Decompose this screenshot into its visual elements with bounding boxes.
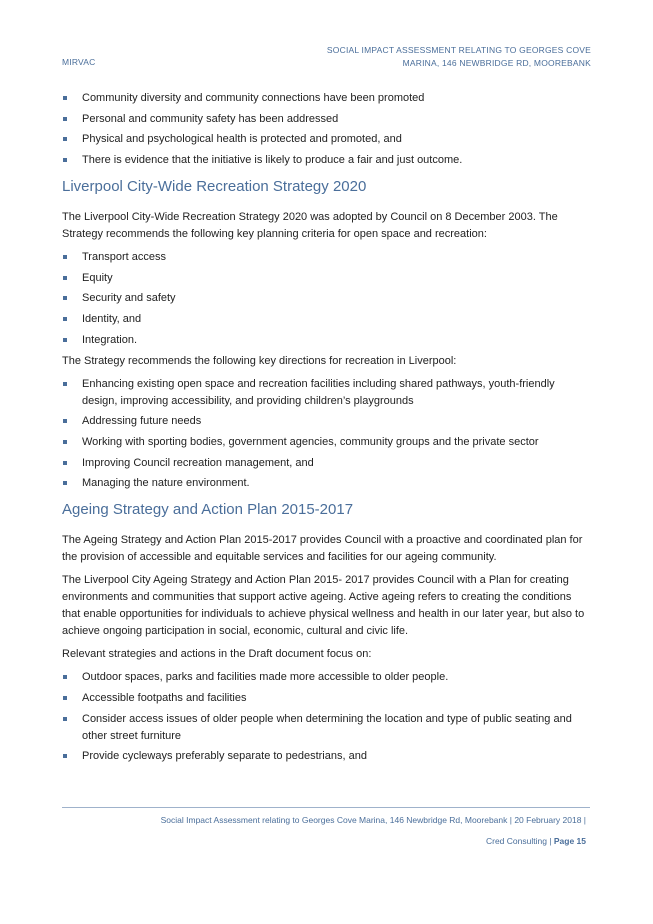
header-title-line2: MARINA, 146 NEWBRIDGE RD, MOOREBANK: [402, 58, 591, 68]
paragraph: The Strategy recommends the following key directions for recreation in Liverpool:: [62, 354, 457, 367]
list-item: There is evidence that the initiative is likely to produce a fair and just outcome.: [62, 152, 592, 169]
list-item: Provide cycleways preferably separate to pedestrians, and: [62, 748, 592, 765]
section-heading-recreation-strategy: Liverpool City-Wide Recreation Strategy 2020: [62, 178, 367, 196]
list-item: Enhancing existing open space and recreation facilities including shared pathways, youth-friendly design, improving accessibility, and providing children’s playgrounds: [62, 376, 592, 410]
list-item: Managing the nature environment.: [62, 475, 592, 492]
actions-bullet-list: [62, 669, 592, 765]
criteria-bullet-list: [62, 249, 592, 349]
paragraph: The Liverpool City-Wide Recreation Strategy 2020 was adopted by Council on 8 December 2003. The Strategy recommends the following key planning criteria for open space and recreation:: [62, 211, 558, 241]
list-item: Equity: [62, 270, 592, 287]
header-company: MIRVAC: [62, 57, 96, 67]
list-item: Community diversity and community connections have been promoted: [62, 90, 592, 107]
list-item: Integration.: [62, 332, 592, 349]
section-heading-ageing-strategy: Ageing Strategy and Action Plan 2015-2017: [62, 501, 354, 519]
paragraph: The Ageing Strategy and Action Plan 2015-2017 provides Council with a proactive and coordinated plan for the provision of accessible and equitable services and facilities for our ageing community.: [62, 534, 583, 564]
list-item: Accessible footpaths and facilities: [62, 690, 592, 707]
footer-company: Cred Consulting: [485, 836, 547, 846]
list-item: Addressing future needs: [62, 413, 592, 430]
header-document-title: [327, 44, 591, 70]
directions-bullet-list: [62, 376, 592, 493]
paragraph: Relevant strategies and actions in the Draft document focus on:: [62, 648, 372, 661]
list-item: Identity, and: [62, 311, 592, 328]
list-item: Physical and psychological health is protected and promoted, and: [62, 131, 592, 148]
list-item: Security and safety: [62, 290, 592, 307]
paragraph: The Liverpool City Ageing Strategy and Action Plan 2015- 2017 provides Council with a Plan for creating environments and communities that support active ageing. Active ageing refers to creating the conditions that enable opportunities for individuals to achieve physical wellness and health in our later year, but also to achieve ongoing participation in social, economic, cultural and civic life.: [62, 574, 585, 638]
list-item: Outdoor spaces, parks and facilities made more accessible to older people.: [62, 669, 592, 686]
list-item: Improving Council recreation management, and: [62, 455, 592, 472]
footer-document-info: Social Impact Assessment relating to Georges Cove Marina, 146 Newbridge Rd, Moorebank | 20 February 2018 |: [160, 815, 586, 825]
footer-separator: |: [546, 836, 554, 846]
header-title-line1: SOCIAL IMPACT ASSESSMENT RELATING TO GEORGES COVE: [326, 45, 591, 55]
footer-page-info: [486, 836, 586, 846]
page-number: Page 15: [553, 836, 586, 846]
list-item: Working with sporting bodies, government agencies, community groups and the private sector: [62, 434, 592, 451]
list-item: Personal and community safety has been addressed: [62, 111, 592, 128]
page-content: [62, 90, 592, 769]
footer-divider: [62, 807, 590, 808]
intro-bullet-list: [62, 90, 592, 169]
list-item: Transport access: [62, 249, 592, 266]
list-item: Consider access issues of older people when determining the location and type of public seating and other street furniture: [62, 711, 592, 745]
